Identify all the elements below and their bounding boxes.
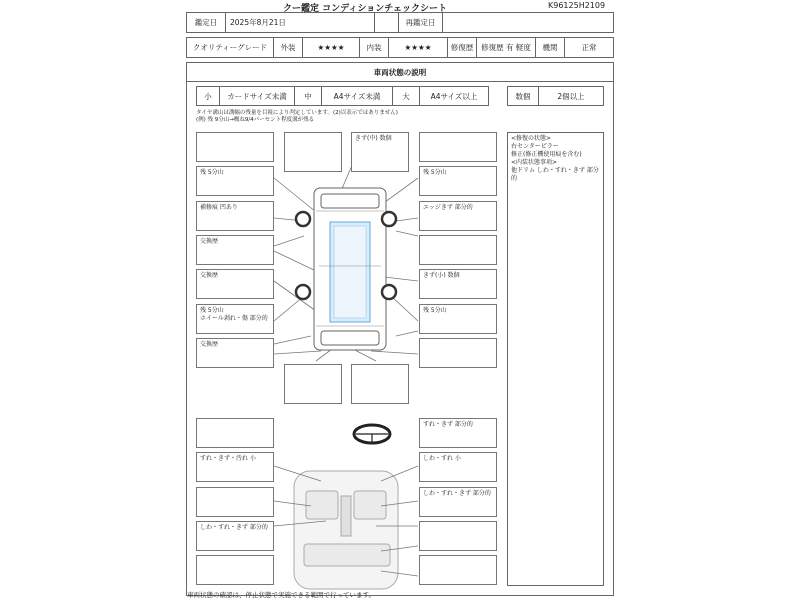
exterior-label: 外装 bbox=[273, 37, 303, 58]
sheet-title: クー鑑定 コンディションチェックシート bbox=[283, 4, 447, 14]
steering-wheel-icon bbox=[354, 425, 390, 443]
appraisal-date-value: 2025年8月21日 bbox=[225, 12, 375, 33]
reappraisal-date-label: 再鑑定日 bbox=[398, 12, 443, 33]
legend-medium-desc: A4サイズ未満 bbox=[321, 86, 393, 106]
appraisal-date-label: 鑑定日 bbox=[186, 12, 226, 33]
interior-label: 内装 bbox=[359, 37, 389, 58]
interior-status-line-1: 他ドリム しわ・すれ・きず 部分的 bbox=[511, 167, 599, 182]
tire-tread-note: タイヤ溝山は溝幅の残量を目視により判定しています。(2)以表示ではありません) (例) 残 9分山→概ね9/4パーセント程度溝が残る bbox=[196, 110, 398, 123]
note-box-left-7: 交換歴 bbox=[196, 338, 274, 368]
repair-status-line-2: 修正(修正機使用痕を含む) bbox=[511, 151, 582, 158]
note-box-left-4: 交換歴 bbox=[196, 235, 274, 265]
note-box-right-11 bbox=[419, 521, 497, 551]
note-box-left-5: 交換歴 bbox=[196, 269, 274, 299]
repair-status-header: <修復の状態> bbox=[511, 135, 552, 142]
legend-small: 小 bbox=[196, 86, 220, 106]
interior-rating: ★★★★ bbox=[388, 37, 448, 58]
engine-label: 機関 bbox=[535, 37, 565, 58]
section-title: 車両状態の説明 bbox=[186, 62, 614, 82]
footer-note: 車両状態の確認は、停止状態で実施できる範囲で行っています。 bbox=[187, 591, 375, 599]
interior-status-header: <内装状態事項> bbox=[511, 159, 558, 166]
note-box-right-6: 残 5分山 bbox=[419, 304, 497, 334]
note-box-right-7 bbox=[419, 338, 497, 368]
note-box-bottom-2 bbox=[351, 364, 409, 404]
quality-grade-label: クオリティーグレード bbox=[186, 37, 274, 58]
blank-cell bbox=[374, 12, 399, 33]
note-box-right-3: エッジきず 部分的 bbox=[419, 201, 497, 231]
note-box-right-10: しわ・すれ・きず 部分的 bbox=[419, 487, 497, 517]
remarks-panel bbox=[507, 132, 604, 586]
note-box-right-12 bbox=[419, 555, 497, 585]
note-box-left-8 bbox=[196, 418, 274, 448]
note-box-top-2: きず(中) 数個 bbox=[351, 132, 409, 172]
note-box-right-2: 残 5分山 bbox=[419, 166, 497, 196]
repair-history-label: 修復歴 bbox=[447, 37, 477, 58]
reappraisal-date-value bbox=[442, 12, 614, 33]
engine-value: 正常 bbox=[564, 37, 614, 58]
legend-large: 大 bbox=[392, 86, 420, 106]
note-box-left-2: 残 5分山 bbox=[196, 166, 274, 196]
note-box-left-12 bbox=[196, 555, 274, 585]
repair-status-line-1: 右センターピラー bbox=[511, 143, 559, 150]
note-box-top-1 bbox=[284, 132, 342, 172]
legend-small-desc: カードサイズ未満 bbox=[219, 86, 295, 106]
note-box-left-3: 補修痕 凹あり bbox=[196, 201, 274, 231]
legend-medium: 中 bbox=[294, 86, 322, 106]
legend-large-desc: A4サイズ以上 bbox=[419, 86, 489, 106]
note-box-right-1 bbox=[419, 132, 497, 162]
note-box-left-1 bbox=[196, 132, 274, 162]
legend-count-label: 数個 bbox=[507, 86, 539, 106]
note-box-left-6: 残 5分山 ホイール剥れ・傷 部分的 bbox=[196, 304, 274, 334]
note-box-right-8: すれ・きず 部分的 bbox=[419, 418, 497, 448]
exterior-rating: ★★★★ bbox=[302, 37, 360, 58]
note-box-left-9: すれ・きず・汚れ 小 bbox=[196, 452, 274, 482]
note-box-bottom-1 bbox=[284, 364, 342, 404]
note-box-right-4 bbox=[419, 235, 497, 265]
repair-history-value: 修復歴 有 軽度 bbox=[476, 37, 536, 58]
note-box-left-11: しわ・すれ・きず 部分的 bbox=[196, 521, 274, 551]
note-box-left-10 bbox=[196, 487, 274, 517]
legend-count-desc: 2個以上 bbox=[538, 86, 604, 106]
note-box-right-5: きず(小) 数個 bbox=[419, 269, 497, 299]
document-id: K96125H2109 bbox=[548, 1, 606, 10]
note-box-right-9: しわ・すれ 小 bbox=[419, 452, 497, 482]
